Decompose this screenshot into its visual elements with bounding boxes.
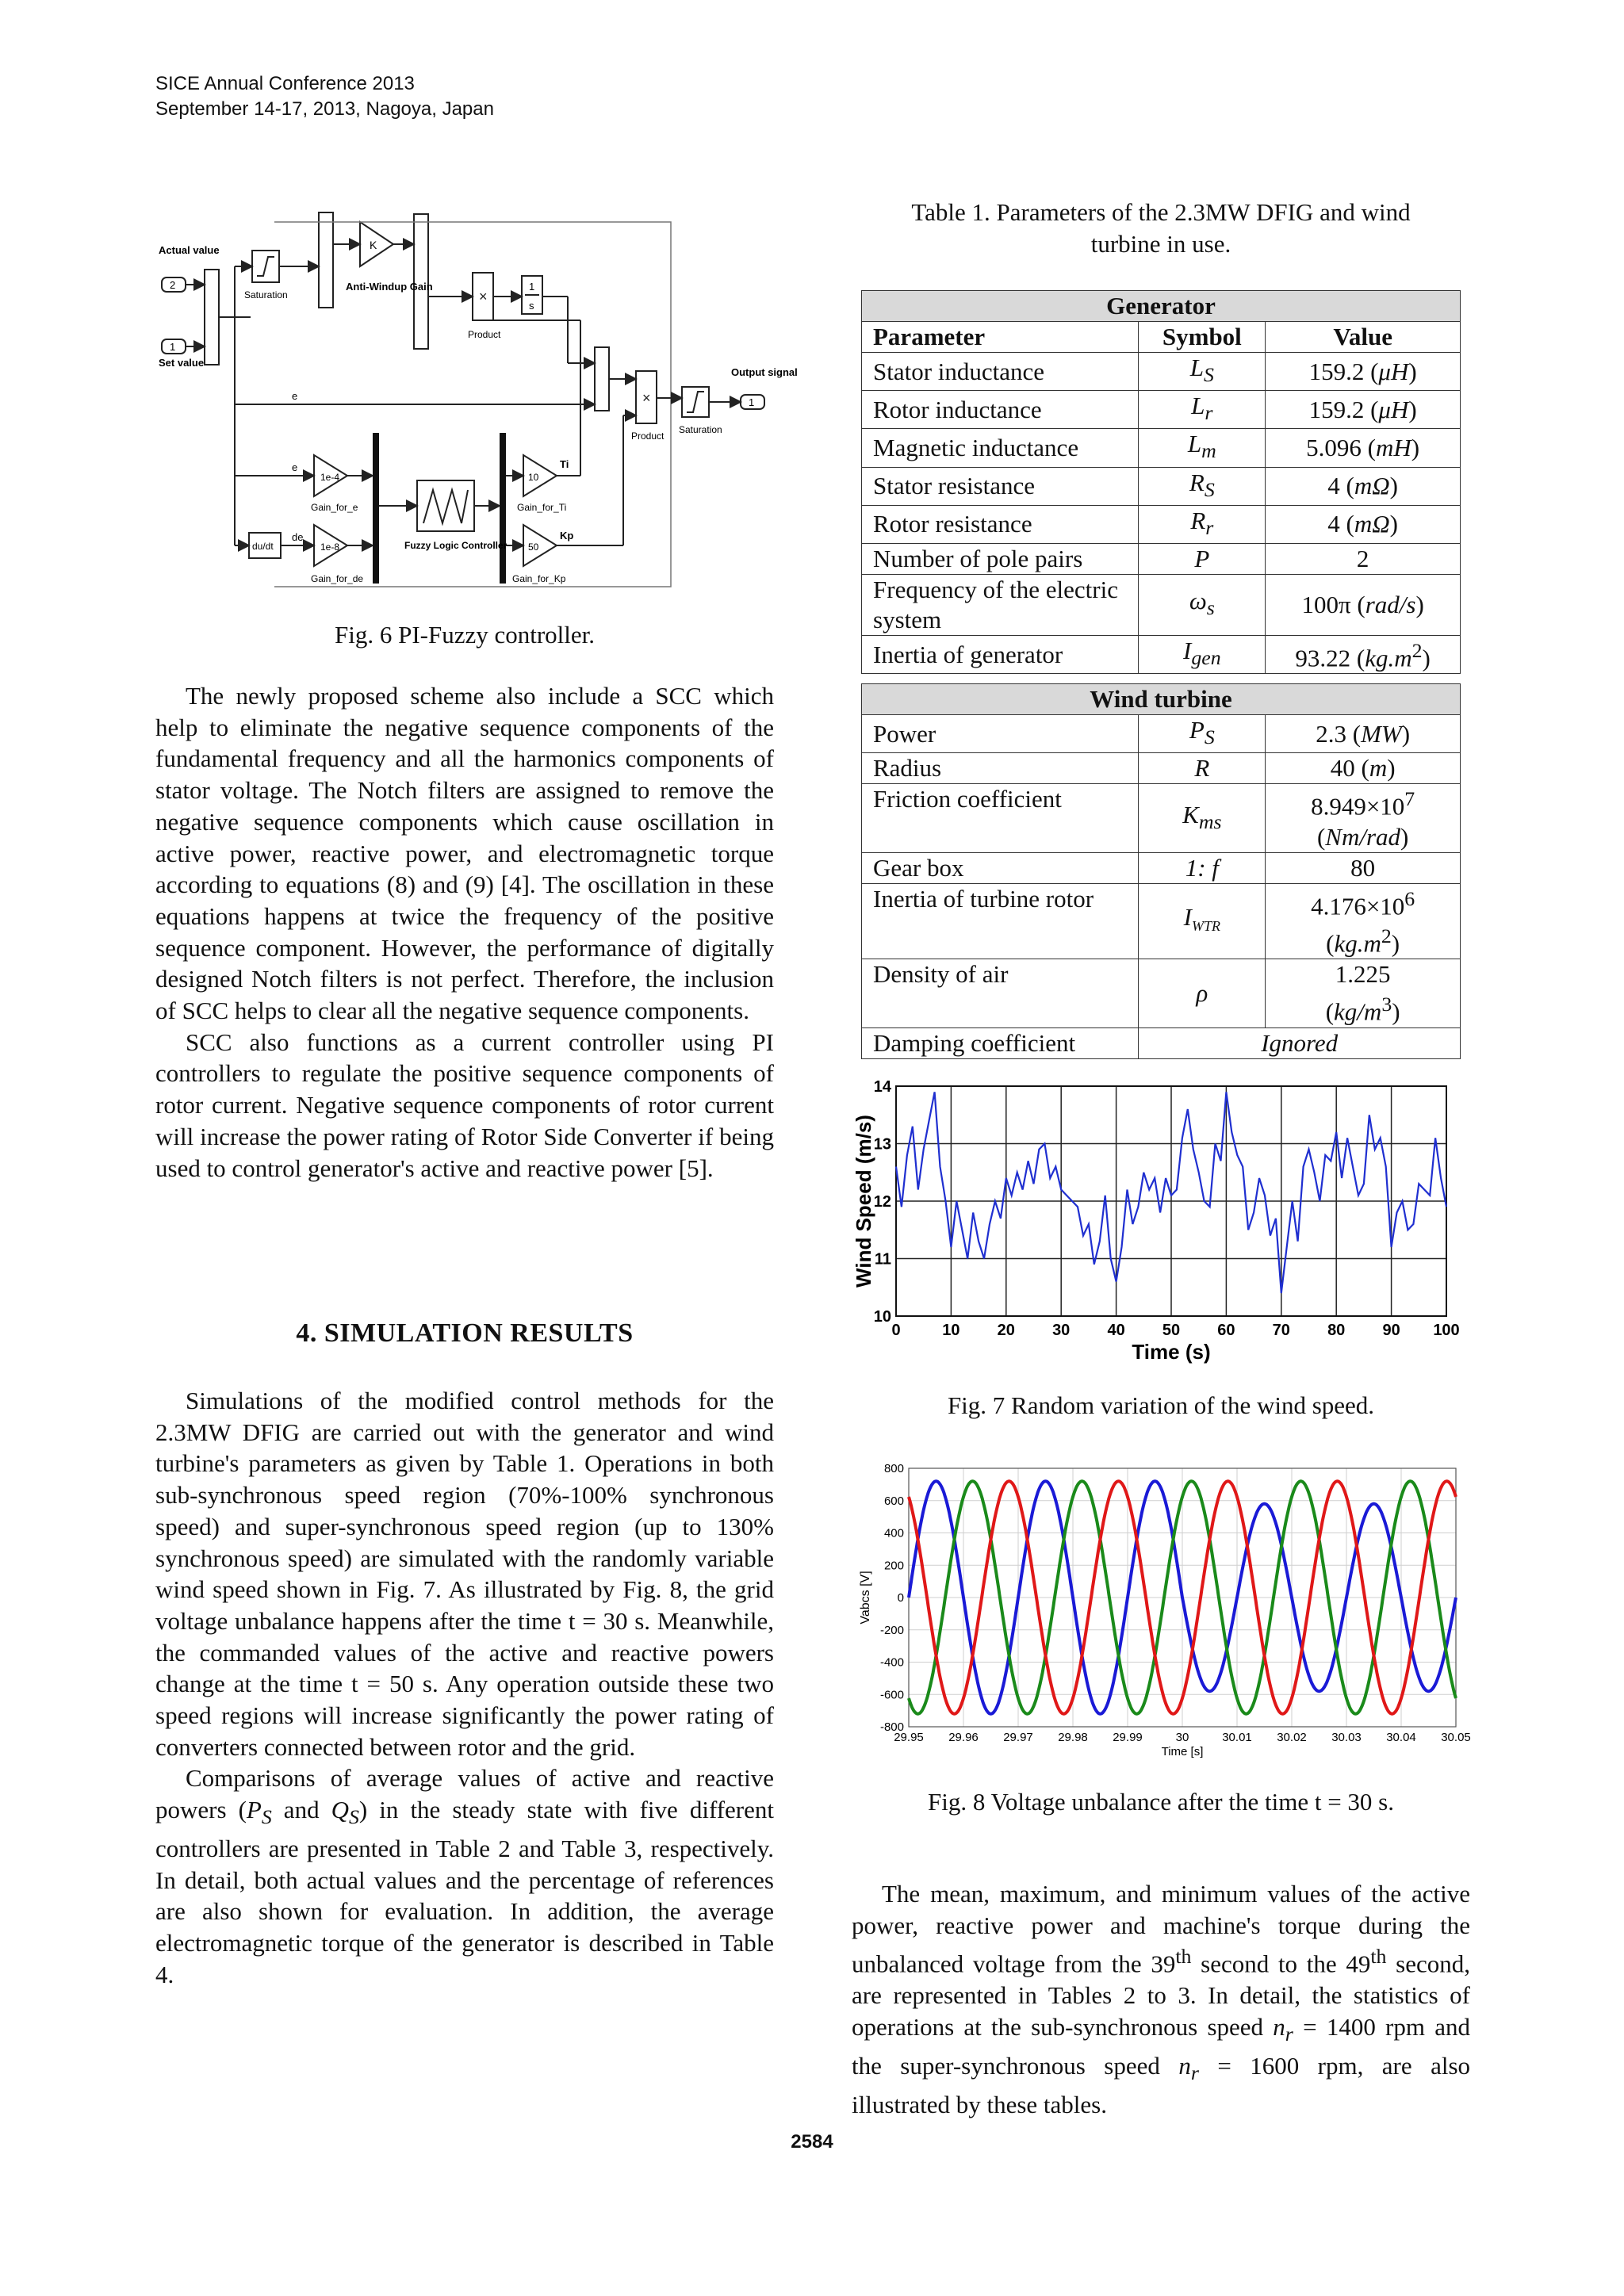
gain-kp-value: 50 <box>528 541 539 553</box>
x-tick-label: 30 <box>1175 1731 1189 1744</box>
x-tick-label: 80 <box>1327 1322 1346 1339</box>
y-tick-label: 0 <box>897 1591 904 1605</box>
col-parameter: Parameter <box>862 322 1139 353</box>
generator-heading: Generator <box>862 291 1461 322</box>
table-row: Stator resistance $R_S$ 4 (mΩ) <box>862 467 1461 505</box>
set-value-label: Set value <box>159 357 205 369</box>
gain-ti-value: 10 <box>528 472 539 483</box>
y-tick-label: 14 <box>873 1078 891 1096</box>
x-axis-label: Time [s] <box>1161 1745 1204 1758</box>
x-tick-label: 30.01 <box>1222 1731 1252 1744</box>
x-tick-label: 30.04 <box>1386 1731 1416 1744</box>
left-column-lower <box>155 1385 774 1991</box>
output-signal-label: Output signal <box>731 366 798 378</box>
x-tick-label: 29.99 <box>1113 1731 1143 1744</box>
y-tick-label: 13 <box>873 1135 891 1154</box>
table-row: Number of pole pairs P 2 <box>862 543 1461 574</box>
gain-k-label: K <box>370 239 377 251</box>
x-tick-label: 30.02 <box>1277 1731 1307 1744</box>
integrator-den: s <box>529 300 534 312</box>
kp-label: Kp <box>560 530 574 541</box>
x-tick-label: 29.95 <box>894 1731 924 1744</box>
x-tick-label: 90 <box>1382 1322 1400 1339</box>
right-column-text <box>852 1878 1470 2121</box>
table-row: Radius R 40 (m) <box>862 753 1461 784</box>
table-row: Friction coefficient $K_{ms}$ $8.949\times 10^7$ (Nm/rad) <box>862 784 1461 852</box>
signal-e2: e <box>292 461 298 473</box>
x-tick-label: 0 <box>891 1322 901 1339</box>
paragraph-comparisons: Comparisons of average values of active and reactive powers ($P_S$ and $Q_S$) in the steady state with five different controllers are presented in Table 2 and Table 3, respectively. In detail, both actual values and the percentage of references are also shown for evaluation. In addition, the average electromagnetic torque of the generator is described in Table 4. <box>155 1764 774 1988</box>
y-axis-label: Vabcs [V] <box>859 1571 872 1624</box>
gain-ti-label: Gain_for_Ti <box>517 502 567 513</box>
fuzzy-label: Fuzzy Logic Controller <box>404 540 508 551</box>
table-row: Rotor inductance $L_r$ 159.2 (μH) <box>862 391 1461 429</box>
ti-label: Ti <box>560 458 569 470</box>
y-tick-label: 200 <box>883 1559 904 1573</box>
wind-speed-chart <box>852 1069 1470 1370</box>
table-row: Rotor resistance $R_r$ 4 (mΩ) <box>862 505 1461 543</box>
x-tick-label: 40 <box>1107 1322 1125 1339</box>
section-heading: 4. SIMULATION RESULTS <box>296 1318 634 1348</box>
turbine-heading: Wind turbine <box>862 684 1461 715</box>
table-row: Damping coefficient Ignored <box>862 1027 1461 1058</box>
y-tick-label: -400 <box>879 1655 904 1670</box>
y-tick-label: 10 <box>873 1308 891 1326</box>
gain-e-label: Gain_for_e <box>311 502 358 513</box>
figure6-caption: Fig. 6 PI-Fuzzy controller. <box>334 621 596 649</box>
figure7-caption: Fig. 7 Random variation of the wind speed. <box>947 1391 1375 1419</box>
conference-dates: September 14-17, 2013, Nagoya, Japan <box>155 98 494 120</box>
y-axis-label: Wind Speed (m/s) <box>852 1115 875 1288</box>
paragraph-statistics: The mean, maximum, and minimum values of the active power, reactive power and machine's torque during the unbalanced voltage from the 39th second to the 49th second, are represented in Tables 2 to 3. In detail, the statistics of operations at the sub-synchronous speed $n_r = 1400$ rpm and the super-synchronous speed $n_r = 1600$ rpm, are also illustrated by these tables. <box>852 1880 1471 2118</box>
svg-text:×: × <box>642 390 651 406</box>
table-row: Power $P_S$ 2.3 (MW) <box>862 715 1461 753</box>
y-tick-label: -800 <box>879 1720 904 1734</box>
output-port: 1 <box>749 396 755 408</box>
table-row: Frequency of the electric system $\omega_s$ 100π (rad/s) <box>862 574 1461 635</box>
conference-name: SICE Annual Conference 2013 <box>155 73 415 94</box>
table-row: Stator inductance $L_S$ 159.2 (μH) <box>862 353 1461 391</box>
table-row: Inertia of generator $I_{gen}$ 93.22 $(kg.m^2)$ <box>862 635 1461 673</box>
paragraph-scc-intro: The newly proposed scheme also include a SCC which help to eliminate the negative sequence components of the fundamental frequency and all the harmonics components of stator voltage. The Notch filters are assigned to remove the negative sequence components which cause oscillation in active power, reactive power, and electromagnetic torque according to equations (8) and (9) [4]. The oscillation in these equations happens at twice the frequency of the positive sequence component. However, the performance of digitally designed Notch filters is not perfect. Therefore, the inclusion of SCC helps to clear all the negative sequence components. <box>155 682 774 1025</box>
x-tick-label: 30.03 <box>1331 1731 1362 1744</box>
x-tick-label: 10 <box>942 1322 960 1339</box>
x-tick-label: 60 <box>1217 1322 1235 1339</box>
y-tick-label: 12 <box>873 1193 891 1211</box>
y-tick-label: 600 <box>883 1494 904 1508</box>
y-tick-label: 400 <box>883 1526 904 1540</box>
x-tick-label: 29.96 <box>948 1731 979 1744</box>
y-tick-label: 11 <box>874 1250 891 1269</box>
pi-fuzzy-block-diagram <box>155 190 798 603</box>
y-tick-label: 800 <box>883 1462 904 1475</box>
gain-de-value: 1e-8 <box>320 541 340 553</box>
left-column-upper <box>155 680 774 1184</box>
x-tick-label: 29.98 <box>1058 1731 1088 1744</box>
col-symbol: Symbol <box>1139 322 1266 353</box>
y-tick-label: -200 <box>879 1623 904 1637</box>
x-tick-label: 100 <box>1433 1322 1460 1339</box>
page-number: 2584 <box>791 2131 833 2152</box>
table-row: Density of air ρ 1.225 $(kg/m^3)$ <box>862 959 1461 1027</box>
actual-value-port: 2 <box>170 279 176 291</box>
integrator-num: 1 <box>529 281 535 293</box>
signal-e1: e <box>292 390 298 402</box>
product1-label: Product <box>468 329 501 340</box>
signal-de: de <box>292 531 304 543</box>
table-row: Inertia of turbine rotor $I_{WTR}$ $4.176\times 10^6$ $(kg.m^2)$ <box>862 883 1461 959</box>
gain-de-label: Gain_for_de <box>311 573 364 584</box>
x-tick-label: 30.05 <box>1441 1731 1471 1744</box>
y-tick-label: -600 <box>879 1688 904 1702</box>
x-tick-label: 70 <box>1272 1322 1290 1339</box>
saturation2-label: Saturation <box>679 424 722 435</box>
paragraph-simulations: Simulations of the modified control methods for the 2.3MW DFIG are carried out with the generator and wind turbine's parameters as given by Table 1. Operations in both sub-synchronous speed region (70%-100% synchronous speed) and super-synchronous speed region (up to 130% synchronous speed) are simulated with the randomly variable wind speed shown in Fig. 7. As illustrated by Fig. 8, the grid voltage unbalance happens after the time t = 30 s. Meanwhile, the commanded values of the active and reactive powers change at the time t = 50 s. Any operation outside these two speed regions will increase significantly the power rating of converters connected between rotor and the grid. <box>155 1387 774 1761</box>
voltage-unbalance-chart <box>852 1457 1470 1763</box>
paragraph-scc-current: SCC also functions as a current controller using PI controllers to regulate the positive sequence components of rotor current. Negative sequence components of rotor current will increase the power rating of Rotor Side Converter if being used to control generator's active and reactive power [5]. <box>155 1027 774 1182</box>
figure8-caption: Fig. 8 Voltage unbalance after the time t = 30 s. <box>928 1788 1394 1816</box>
x-tick-label: 29.97 <box>1003 1731 1033 1744</box>
set-value-port: 1 <box>170 341 176 353</box>
actual-value-label: Actual value <box>159 244 220 256</box>
anti-windup-label: Anti-Windup Gain <box>346 281 433 293</box>
x-axis-label: Time (s) <box>1132 1340 1211 1364</box>
product2-label: Product <box>631 430 665 442</box>
x-tick-label: 20 <box>997 1322 1015 1339</box>
x-tick-label: 50 <box>1162 1322 1181 1339</box>
table-row: Magnetic inductance $L_m$ 5.096 (mH) <box>862 429 1461 467</box>
col-value: Value <box>1266 322 1461 353</box>
gain-kp-label: Gain_for_Kp <box>512 573 566 584</box>
x-tick-label: 30 <box>1052 1322 1071 1339</box>
svg-text:×: × <box>479 289 488 304</box>
parameters-table <box>861 290 1461 1059</box>
table1-caption: Table 1. Parameters of the 2.3MW DFIG and wind turbine in use. <box>911 198 1411 258</box>
gain-e-value: 1e-4 <box>320 472 340 483</box>
dudt-label: du/dt <box>252 541 274 552</box>
saturation1-label: Saturation <box>244 289 288 300</box>
table-row: Gear box 1: f 80 <box>862 852 1461 883</box>
